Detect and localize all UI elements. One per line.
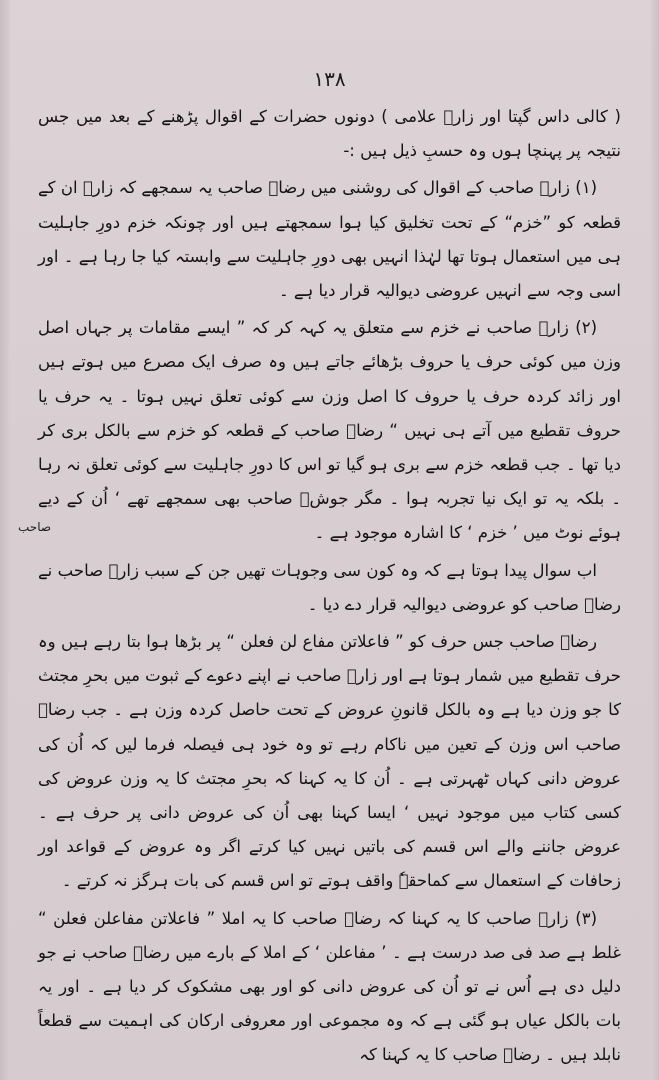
body-text — [38, 100, 621, 1073]
paragraph-point-2: (۲) زارؔ صاحب نے خزم سے متعلق یہ کہہ کر کہ ” ایسے مقامات پر جہاں اصل وزن میں کوئی حرف یا حروف بڑھائے جاتے ہیں وہ صرف ایک مصرع میں ہوتے ہیں اور زائد کردہ حرف یا حروف کا اصل وزن سے کوئی تعلق نہیں ہوتا ۔ یہ حرف یا حروف تقطیع میں آتے ہی نہیں “ رضاؔ صاحب کے قطعہ کو خزم سے بالکل بری کر دیا تھا ۔ جب قطعہ خزم سے بری ہو گیا تو اس کا دورِ جاہلیت سے کوئی تعلق نہ رہا ۔ بلکہ یہ تو ایک نیا تجربہ ہوا ۔ مگر جوشؔ صاحب بھی سمجھے تھے ‘ اُن کے دیے ہوئے نوٹ میں ’ خزم ‘ کا اشارہ موجود ہے ۔ — [38, 318, 621, 543]
margin-note: صاحب — [18, 520, 52, 534]
page-number: ۱۳۸ — [313, 67, 346, 91]
paragraph-question: اب سوال پیدا ہوتا ہے کہ وہ کون سی وجوہات تھیں جن کے سبب زارؔ صاحب نے رضاؔ صاحب کو عروضی دیوالیہ قرار دے دیا ۔ — [38, 560, 621, 614]
paragraph-analysis: رضاؔ صاحب جس حرف کو ” فاعلاتن مفاع لن فعلن “ پر بڑھا ہوا بتا رہے ہیں وہ حرف تقطیع میں شمار ہوتا ہے اور زارؔ صاحب نے اپنے دعوے کے ثبوت میں بحرِ مجتث کا جو وزن دیا ہے وہ بالکل قانونِ عروض کے تحت حاصل کردہ وزن ہے ۔ جب رضاؔ صاحب اس وزن کے تعین میں ناکام رہے تو وہ خود ہی فیصلہ فرما لیں کہ اُن کی عروض دانی کہاں ٹھہرتی ہے ۔ اُن کا یہ کہنا کہ بحرِ مجتث کا یہ وزن عروض کی کسی کتاب میں موجود نہیں ‘ ایسا کہنا بھی اُن کی عروض دانی پر حرف ہے ۔ عروض جاننے والے اس قسم کی باتیں نہیں کیا کرتے اگر وہ عروض کے قواعد اور زحافات کے استعمال سے کماحقہٗ واقف ہوتے تو اس قسم کی بات ہرگز نہ کرتے ۔ — [38, 632, 621, 891]
page-edge-right — [651, 0, 659, 1080]
page-edge-left — [0, 0, 10, 1080]
paragraph-point-3: (۳) زارؔ صاحب کا یہ کہنا کہ رضاؔ صاحب کا یہ املا ” فاعلاتن مفاعلن فعلن “ غلط ہے صد فی صد درست ہے ۔ ’ مفاعلن ‘ کے املا کے بارے میں رضاؔ صاحب نے جو دلیل دی ہے اُس نے تو اُن کی عروض دانی کو اور بھی مشکوک کر دیا ہے ۔ اور یہ بات بالکل عیاں ہو گئی ہے کہ وہ مجموعی اور معروفی ارکان کی اہمیت سے قطعاً نابلد ہیں ۔ رضاؔ صاحب کا یہ کہنا کہ — [38, 908, 621, 1065]
paragraph-intro: ( کالی داس گپتا اور زارؔ علامی ) دونوں حضرات کے اقوال پڑھنے کے بعد میں جس نتیجہ پر پہنچا ہوں وہ حسبِ ذیل ہیں :- — [38, 107, 621, 161]
paragraph-point-1: (۱) زارؔ صاحب کے اقوال کی روشنی میں رضاؔ صاحب یہ سمجھے کہ زارؔ ان کے قطعہ کو ”خزم“ کے تحت تخلیق کیا ہوا سمجھتے ہیں اور چونکہ خزم دورِ جاہلیت ہی میں استعمال ہوتا تھا لہٰذا انہیں بھی دورِ جاہلیت سے وابستہ کیا جا رہا ہے ۔ اور اسی وجہ سے انہیں عروضی دیوالیہ قرار دیا ہے ۔ — [38, 178, 621, 301]
